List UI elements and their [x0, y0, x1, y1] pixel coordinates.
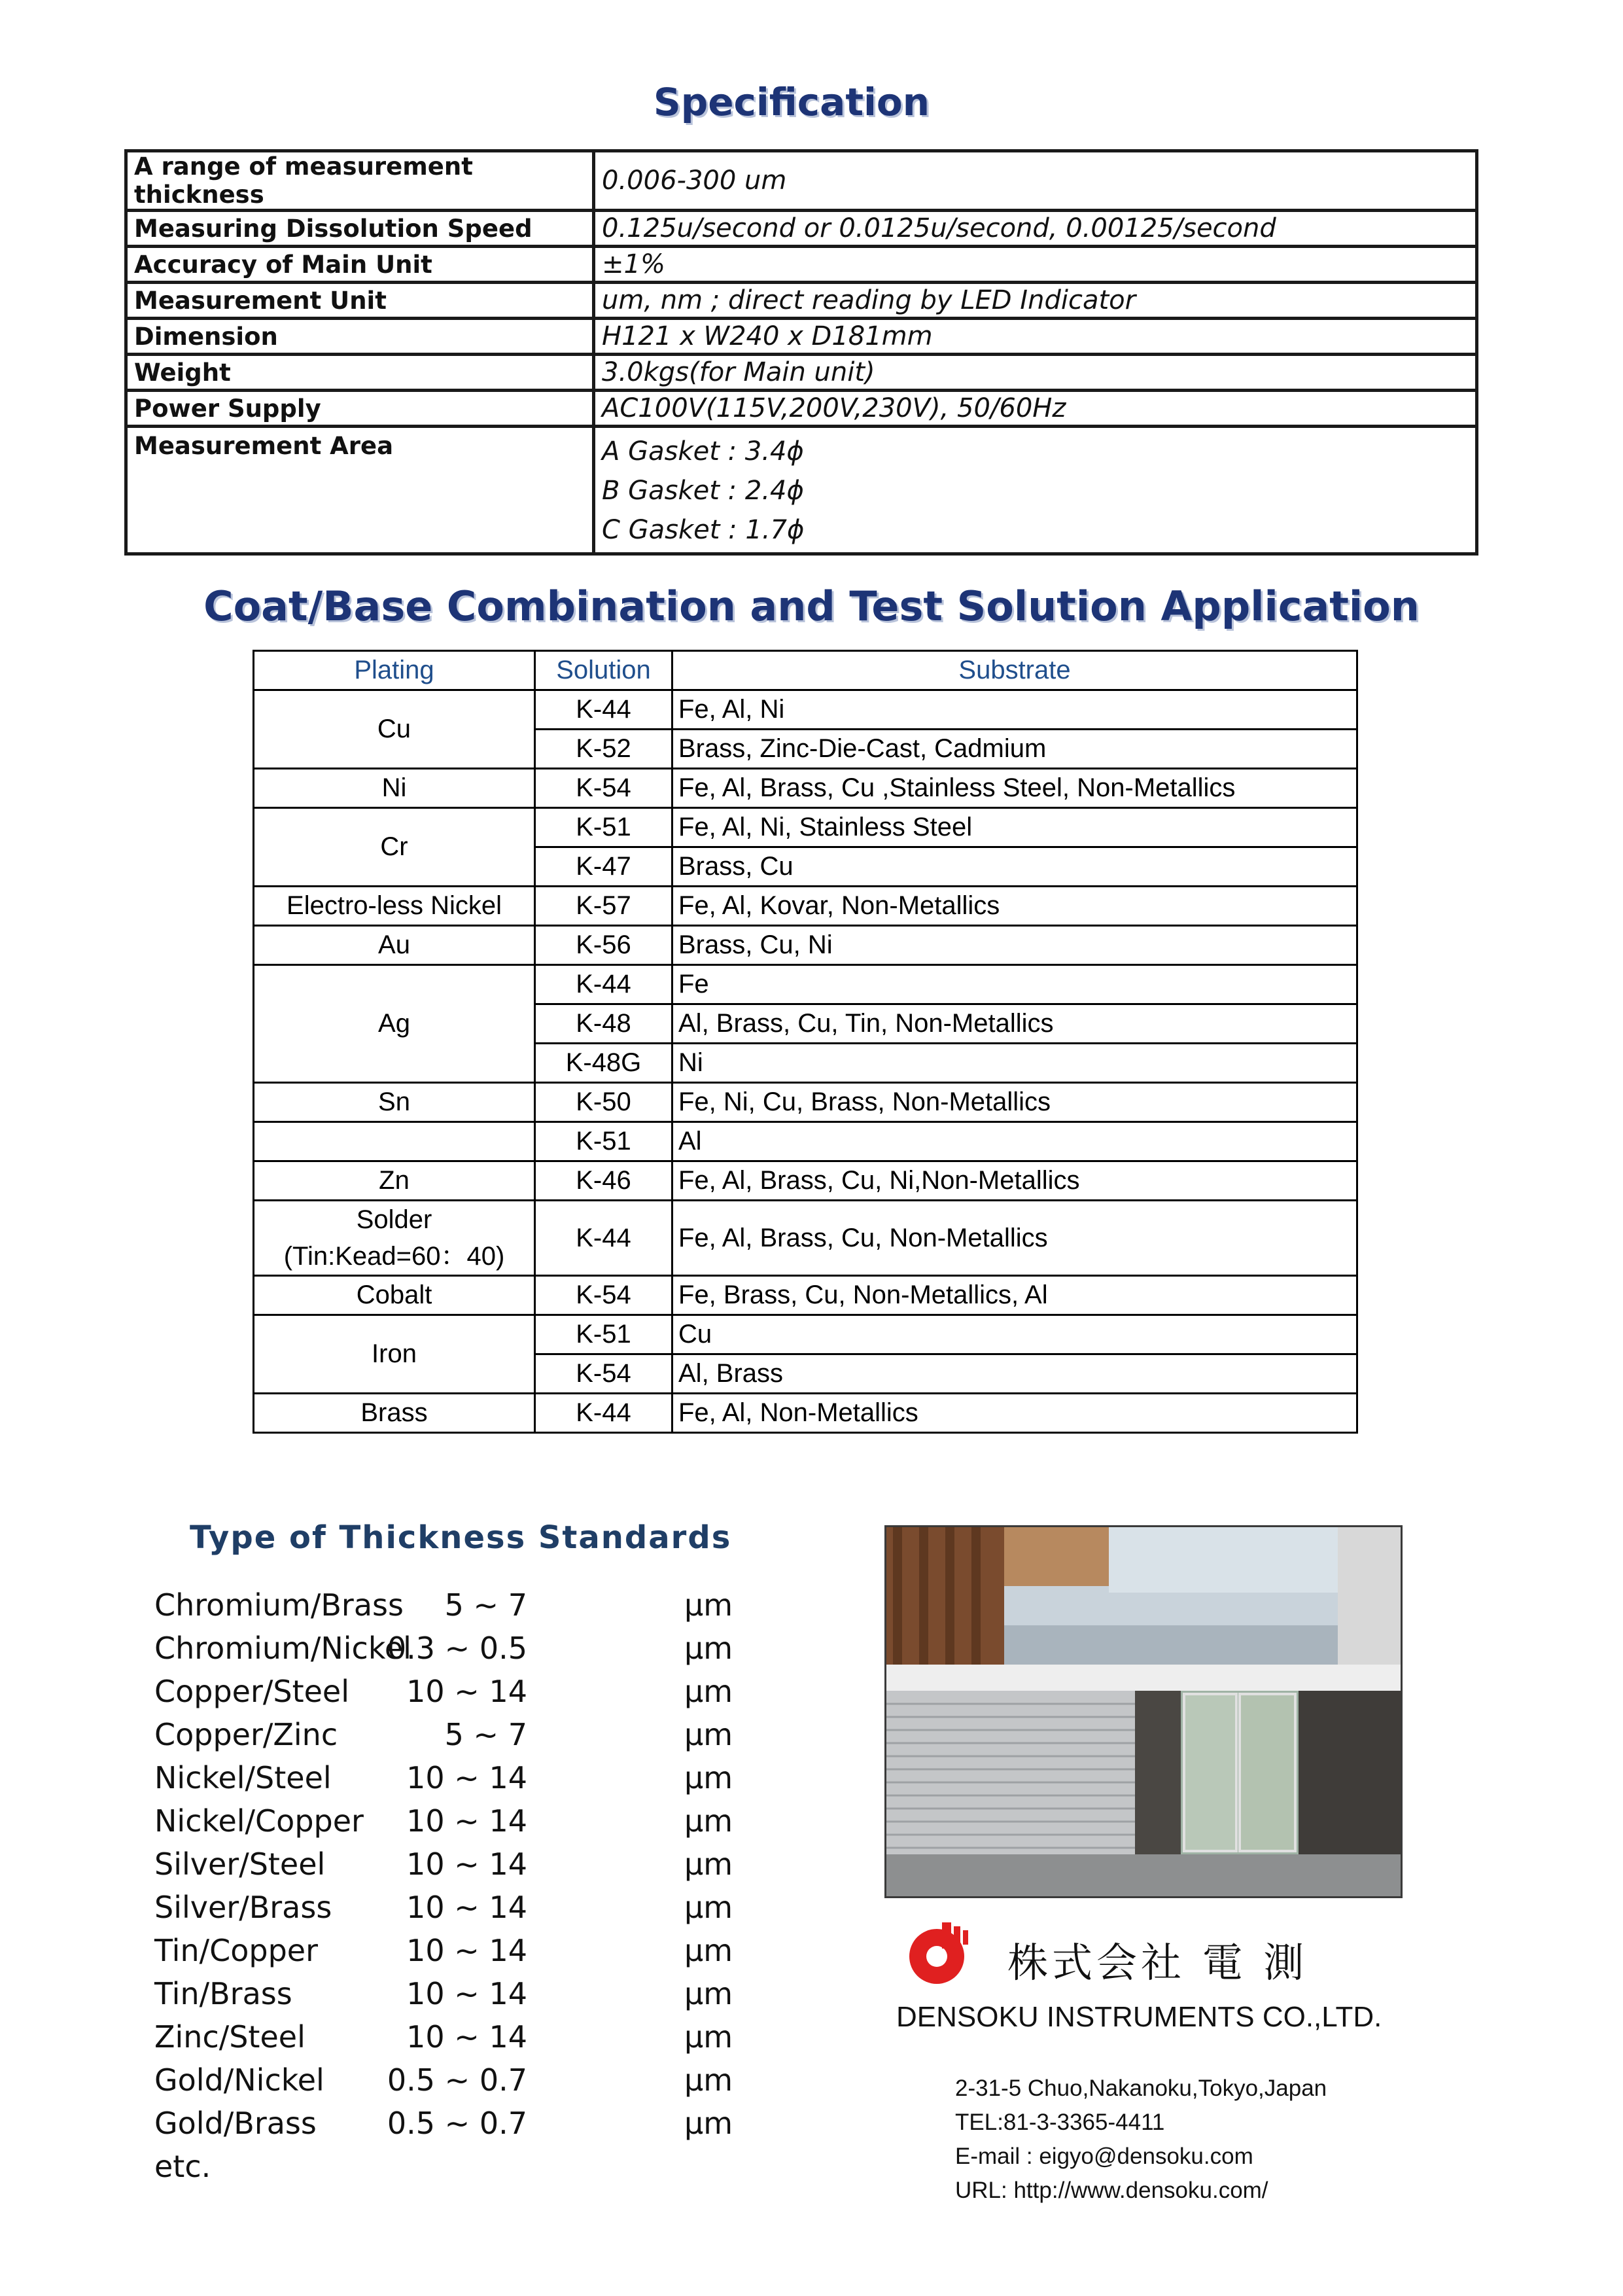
table-row [254, 1122, 1357, 1161]
table-row [254, 1276, 1357, 1315]
plating-cell [254, 1201, 535, 1276]
plating-text: Cobalt [356, 1280, 432, 1309]
standards-list [154, 1583, 743, 2188]
list-item [154, 1886, 743, 1929]
solution-cell: K-56 [535, 926, 672, 965]
plating-text: Electro-less Nickel [287, 891, 502, 920]
table-row [254, 690, 1357, 730]
solution-cell: K-51 [535, 1122, 672, 1161]
company-tel: TEL:81-3-3365-4411 [955, 2110, 1165, 2135]
building-photo [884, 1525, 1403, 1898]
standard-range: 0.5 ~ 0.7 [387, 2106, 527, 2141]
standard-name: Copper/Steel [154, 1674, 349, 1709]
standard-range: 10 ~ 14 [406, 2019, 527, 2055]
standard-range: 10 ~ 14 [406, 1674, 527, 1709]
substrate-cell: Fe, Al, Non-Metallics [672, 1394, 1357, 1433]
standard-unit: μm [684, 1933, 733, 1968]
standard-name: etc. [154, 2149, 211, 2184]
standard-unit: μm [684, 1846, 733, 1882]
solution-cell: K-52 [535, 730, 672, 769]
standard-unit: μm [684, 1803, 733, 1839]
spec-title: Specification [653, 80, 930, 124]
standard-unit: μm [684, 1674, 733, 1709]
gasket-value: B Gasket : 2.4ϕ [602, 476, 804, 506]
substrate-cell: Fe, Ni, Cu, Brass, Non-Metallics [672, 1083, 1357, 1122]
plating-cell [254, 1315, 535, 1394]
substrate-cell: Fe [672, 965, 1357, 1004]
spec-label: A range of measurement thickness [126, 151, 594, 211]
spec-row [126, 283, 1477, 319]
solution-cell: K-46 [535, 1161, 672, 1201]
solution-cell: K-48 [535, 1004, 672, 1044]
standard-range: 0.3 ~ 0.5 [387, 1631, 527, 1666]
substrate-cell: Brass, Cu, Ni [672, 926, 1357, 965]
standard-name: Gold/Nickel [154, 2062, 324, 2098]
standard-unit: μm [684, 1587, 733, 1623]
plating-cell [254, 1083, 535, 1122]
plating-text: Sn [378, 1087, 410, 1116]
spec-label: Measurement Unit [126, 283, 594, 319]
solution-cell: K-51 [535, 1315, 672, 1354]
plating-text: Ni [381, 773, 407, 802]
plating-text: Brass [360, 1398, 428, 1427]
table-row [254, 887, 1357, 926]
company-address: 2-31-5 Chuo,Nakanoku,Tokyo,Japan [955, 2075, 1327, 2101]
table-row [254, 965, 1357, 1004]
plating-text: Cr [380, 832, 408, 861]
plating-text: Zn [379, 1166, 410, 1195]
plating-cell [254, 1161, 535, 1201]
table-row [254, 808, 1357, 847]
spec-row-area [126, 427, 1477, 554]
solution-cell: K-44 [535, 965, 672, 1004]
list-item [154, 1713, 743, 1756]
substrate-cell: Ni [672, 1044, 1357, 1083]
solution-cell: K-44 [535, 1201, 672, 1276]
list-item [154, 1799, 743, 1843]
list-item [154, 1972, 743, 2015]
standard-unit: μm [684, 1890, 733, 1925]
substrate-cell: Cu [672, 1315, 1357, 1354]
standard-unit: μm [684, 2019, 733, 2055]
plating-text: Au [378, 930, 410, 959]
solution-cell: K-44 [535, 690, 672, 730]
plating-text: Iron [372, 1339, 417, 1368]
list-item [154, 2058, 743, 2102]
standard-range: 10 ~ 14 [406, 1846, 527, 1882]
list-item [154, 1627, 743, 1670]
solution-cell: K-50 [535, 1083, 672, 1122]
standard-name: Nickel/Steel [154, 1760, 332, 1795]
list-item [154, 1843, 743, 1886]
spec-row [126, 391, 1477, 427]
plating-cell [254, 887, 535, 926]
standard-unit: μm [684, 1717, 733, 1752]
plating-text: Ag [378, 1009, 410, 1038]
table-row [254, 769, 1357, 808]
list-item [154, 1670, 743, 1713]
coat-table [253, 650, 1358, 1434]
spec-row [126, 247, 1477, 283]
standard-unit: μm [684, 2062, 733, 2098]
company-url[interactable]: URL: http://www.densoku.com/ [955, 2178, 1268, 2203]
spec-area-values [594, 427, 1477, 554]
gasket-value: A Gasket : 3.4ϕ [602, 436, 804, 467]
spec-label: Accuracy of Main Unit [126, 247, 594, 283]
standard-range: 10 ~ 14 [406, 1976, 527, 2011]
standard-name: Nickel/Copper [154, 1803, 364, 1839]
coat-title: Coat/Base Combination and Test Solution Application [203, 582, 1420, 630]
plating-cell [254, 926, 535, 965]
solution-cell: K-54 [535, 1276, 672, 1315]
solution-cell: K-54 [535, 1354, 672, 1394]
company-contact [955, 2072, 1327, 2208]
standard-range: 10 ~ 14 [406, 1890, 527, 1925]
standard-range: 5 ~ 7 [444, 1717, 527, 1752]
solution-cell: K-47 [535, 847, 672, 887]
substrate-cell: Fe, Al, Brass, Cu, Ni,Non-Metallics [672, 1161, 1357, 1201]
solution-cell: K-57 [535, 887, 672, 926]
solution-cell: K-48G [535, 1044, 672, 1083]
table-row [254, 926, 1357, 965]
spec-value: um, nm ; direct reading by LED Indicator [594, 283, 1477, 319]
solution-cell: K-44 [535, 1394, 672, 1433]
spec-table [124, 149, 1478, 556]
substrate-cell: Fe, Brass, Cu, Non-Metallics, Al [672, 1276, 1357, 1315]
plating-text: Solder [356, 1205, 432, 1234]
company-jp-name: 株式会社 電 測 [1007, 1939, 1308, 1987]
spec-row [126, 151, 1477, 211]
table-row [254, 1201, 1357, 1276]
spec-label: Dimension [126, 319, 594, 355]
spec-value: 0.125u/second or 0.0125u/second, 0.00125/second [594, 211, 1477, 247]
plating-cell [254, 1394, 535, 1433]
substrate-cell: Fe, Al, Brass, Cu, Non-Metallics [672, 1201, 1357, 1276]
solution-cell: K-51 [535, 808, 672, 847]
standard-unit: μm [684, 1631, 733, 1666]
standard-name: Tin/Brass [154, 1976, 292, 2011]
spec-row [126, 211, 1477, 247]
standard-name: Tin/Copper [154, 1933, 318, 1968]
standards-title: Type of Thickness Standards [190, 1519, 732, 1556]
standard-range: 10 ~ 14 [406, 1803, 527, 1839]
table-row [254, 1394, 1357, 1433]
standard-name: Silver/Brass [154, 1890, 332, 1925]
list-item [154, 1929, 743, 1972]
spec-value: ±1% [594, 247, 1477, 283]
list-item [154, 2015, 743, 2058]
substrate-cell: Al, Brass, Cu, Tin, Non-Metallics [672, 1004, 1357, 1044]
list-item [154, 1583, 743, 1627]
spec-value: AC100V(115V,200V,230V), 50/60Hz [594, 391, 1477, 427]
substrate-cell: Fe, Al, Ni [672, 690, 1357, 730]
standard-name: Silver/Steel [154, 1846, 326, 1882]
table-row [254, 1315, 1357, 1354]
substrate-cell: Al, Brass [672, 1354, 1357, 1394]
spec-label: Weight [126, 355, 594, 391]
plating-cell [254, 808, 535, 887]
plating-cell [254, 690, 535, 769]
substrate-cell: Fe, Al, Ni, Stainless Steel [672, 808, 1357, 847]
list-item [154, 2145, 743, 2188]
spec-label: Measuring Dissolution Speed [126, 211, 594, 247]
standard-name: Gold/Brass [154, 2106, 317, 2141]
company-email[interactable]: E-mail : eigyo@densoku.com [955, 2144, 1253, 2169]
plating-cell [254, 965, 535, 1083]
plating-text: (Tin:Kead=60：40) [283, 1242, 505, 1271]
plating-cell [254, 1276, 535, 1315]
standard-name: Chromium/Brass [154, 1587, 404, 1623]
spec-value: H121 x W240 x D181mm [594, 319, 1477, 355]
substrate-cell: Brass, Zinc-Die-Cast, Cadmium [672, 730, 1357, 769]
standard-range: 0.5 ~ 0.7 [387, 2062, 527, 2098]
standard-range: 10 ~ 14 [406, 1760, 527, 1795]
plating-cell [254, 769, 535, 808]
standard-name: Zinc/Steel [154, 2019, 305, 2055]
spec-label: Measurement Area [126, 427, 594, 554]
coat-header-row [254, 651, 1357, 690]
header-solution: Solution [535, 651, 672, 690]
substrate-cell: Al [672, 1122, 1357, 1161]
spec-label: Power Supply [126, 391, 594, 427]
standard-range: 10 ~ 14 [406, 1933, 527, 1968]
standard-unit: μm [684, 2106, 733, 2141]
standard-name: Chromium/Nickel [154, 1631, 411, 1666]
spec-value: 3.0kgs(for Main unit) [594, 355, 1477, 391]
header-plating: Plating [254, 651, 535, 690]
company-en-name: DENSOKU INSTRUMENTS CO.,LTD. [896, 2001, 1382, 2033]
standard-unit: μm [684, 1760, 733, 1795]
spec-row [126, 355, 1477, 391]
densoku-logo-icon [904, 1917, 976, 1989]
standard-range: 5 ~ 7 [444, 1587, 527, 1623]
spec-row [126, 319, 1477, 355]
substrate-cell: Brass, Cu [672, 847, 1357, 887]
solution-cell: K-54 [535, 769, 672, 808]
plating-cell [254, 1122, 535, 1161]
gasket-value: C Gasket : 1.7ϕ [602, 515, 805, 545]
table-row [254, 1083, 1357, 1122]
list-item [154, 1756, 743, 1799]
standard-name: Copper/Zinc [154, 1717, 338, 1752]
spec-value: 0.006-300 um [594, 151, 1477, 211]
plating-text: Cu [377, 715, 411, 743]
substrate-cell: Fe, Al, Brass, Cu ,Stainless Steel, Non-Metallics [672, 769, 1357, 808]
list-item [154, 2102, 743, 2145]
standard-unit: μm [684, 1976, 733, 2011]
substrate-cell: Fe, Al, Kovar, Non-Metallics [672, 887, 1357, 926]
header-substrate: Substrate [672, 651, 1357, 690]
table-row [254, 1161, 1357, 1201]
